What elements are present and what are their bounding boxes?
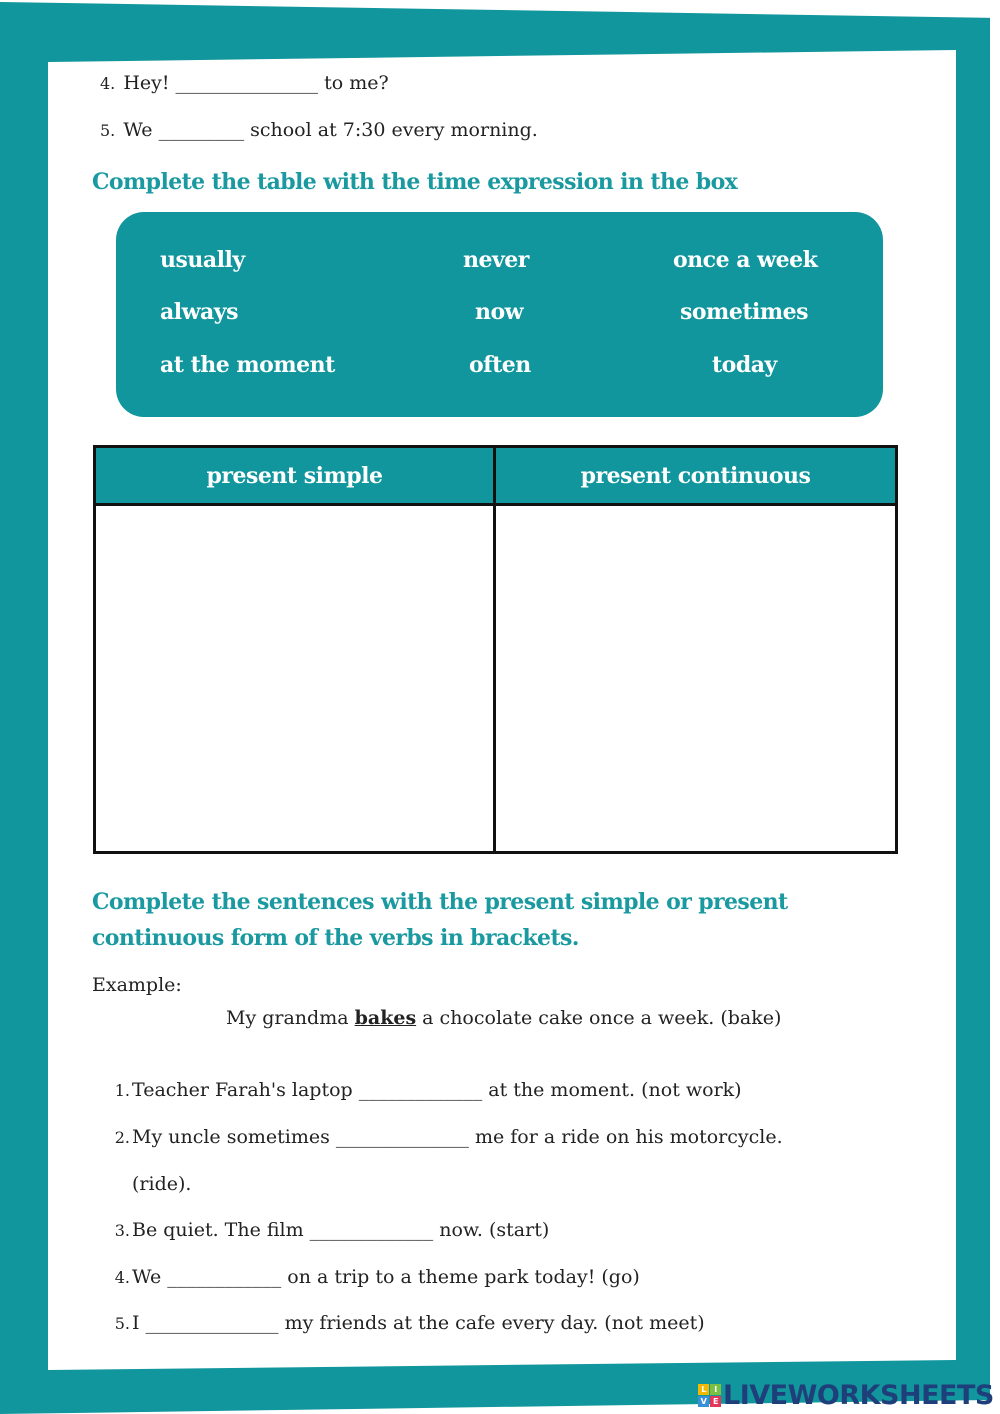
prev-item-5 [100,119,538,141]
item-number: 1. [114,1081,130,1100]
present-simple-cell[interactable] [95,505,495,853]
example-text: a chocolate cake once a week. (bake) [416,1007,782,1029]
example-answer: bakes [354,1007,417,1029]
word: once a week [673,247,818,273]
sentence-2 [108,1126,783,1148]
liveworksheets-logo [698,1380,994,1411]
example-sentence [226,1007,781,1029]
item-number: 5. [100,121,116,140]
word: always [160,299,238,325]
word: now [475,299,524,325]
item-number: 4. [100,74,116,93]
item-text: (ride). [132,1173,192,1195]
tense-table [93,445,898,854]
example-label: Example: [92,974,182,996]
word: today [712,352,777,378]
example-text: My grandma [226,1007,355,1029]
item-text: Teacher Farah's laptop _____________ at the moment. (not work) [132,1079,742,1101]
section1-heading: Complete the table with the time expression in the box [92,169,738,195]
item-number: 5. [114,1314,130,1333]
sentence-1 [108,1079,742,1101]
sentence-5 [108,1312,705,1334]
item-text: Hey! _______________ to me? [123,72,389,94]
item-text: I ______________ my friends at the cafe every day. (not meet) [132,1312,705,1334]
sentence-2-cont [108,1173,191,1195]
logo-icon: L I V E [698,1384,721,1407]
present-continuous-cell[interactable] [495,505,897,853]
section2-heading-line1: Complete the sentences with the present simple or present [92,889,788,915]
word: usually [160,247,245,273]
item-number: 4. [114,1268,130,1287]
prev-item-4 [100,72,389,94]
item-number: 2. [114,1128,130,1147]
logo-text: LIVEWORKSHEETS [723,1380,994,1411]
sentence-3 [108,1219,549,1241]
section2-heading-line2: continuous form of the verbs in brackets. [92,925,579,951]
header-present-continuous: present continuous [495,447,897,505]
item-number: 3. [114,1221,130,1240]
item-text: We ____________ on a trip to a theme park today! (go) [132,1266,640,1288]
word: sometimes [680,299,809,325]
word: never [463,247,529,273]
header-present-simple: present simple [95,447,495,505]
item-text: Be quiet. The film _____________ now. (start) [132,1219,550,1241]
item-text: We _________ school at 7:30 every morning. [123,119,538,141]
sentence-4 [108,1266,640,1288]
word: often [469,352,531,378]
item-text: My uncle sometimes ______________ me for a ride on his motorcycle. [132,1126,783,1148]
word: at the moment [160,352,335,378]
